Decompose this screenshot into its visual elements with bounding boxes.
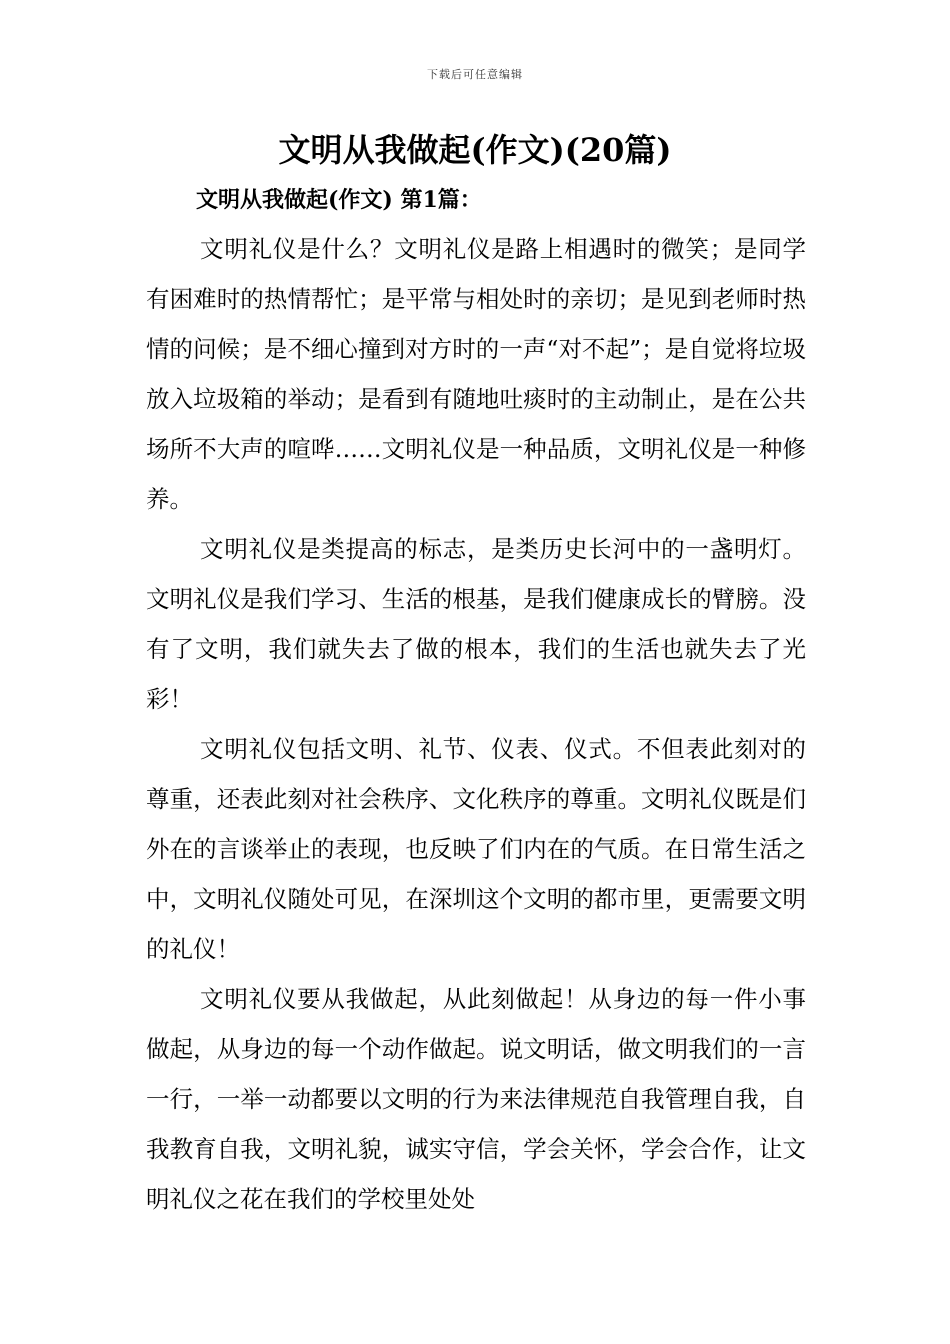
section-heading: 文明从我做起(作文) 第1篇： (196, 187, 482, 213)
paragraph-3: 文明礼仪包括文明、礼节、仪表、仪式。不但表此刻对的尊重，还表此刻对社会秩序、文化秩序的尊重。文明礼仪既是们外在的言谈举止的表现，也反映了们内在的气质。在日常生活之中，文明礼仪随处可见，在深圳这个文明的都市里，更需要文明的礼仪！ (146, 735, 806, 963)
body-text (146, 224, 806, 1224)
header-note: 下载后可任意编辑 (427, 68, 523, 81)
paragraph-2: 文明礼仪是类提高的标志，是类历史长河中的一盏明灯。文明礼仪是我们学习、生活的根基，是我们健康成长的臂膀。没有了文明，我们就失去了做的根本，我们的生活也就失去了光彩！ (146, 535, 806, 713)
paragraph-4: 文明礼仪要从我做起，从此刻做起！从身边的每一件小事做起，从身边的每一个动作做起。说文明话，做文明我们的一言一行，一举一动都要以文明的行为来法律规范自我管理自我，自我教育自我，文明礼貌，诚实守信，学会关怀，学会合作，让文明礼仪之花在我们的学校里处处 (146, 985, 806, 1213)
paragraph-1: 文明礼仪是什么？文明礼仪是路上相遇时的微笑；是同学有困难时的热情帮忙；是平常与相处时的亲切；是见到老师时热情的问候；是不细心撞到对方时的一声“对不起”；是自觉将垃圾放入垃圾箱的举动；是看到有随地吐痰时的主动制止，是在公共场所不大声的喧哗……文明礼仪是一种品质，文明礼仪是一种修养。 (146, 235, 806, 513)
document-title: 文明从我做起(作文)(20篇) (278, 131, 672, 169)
